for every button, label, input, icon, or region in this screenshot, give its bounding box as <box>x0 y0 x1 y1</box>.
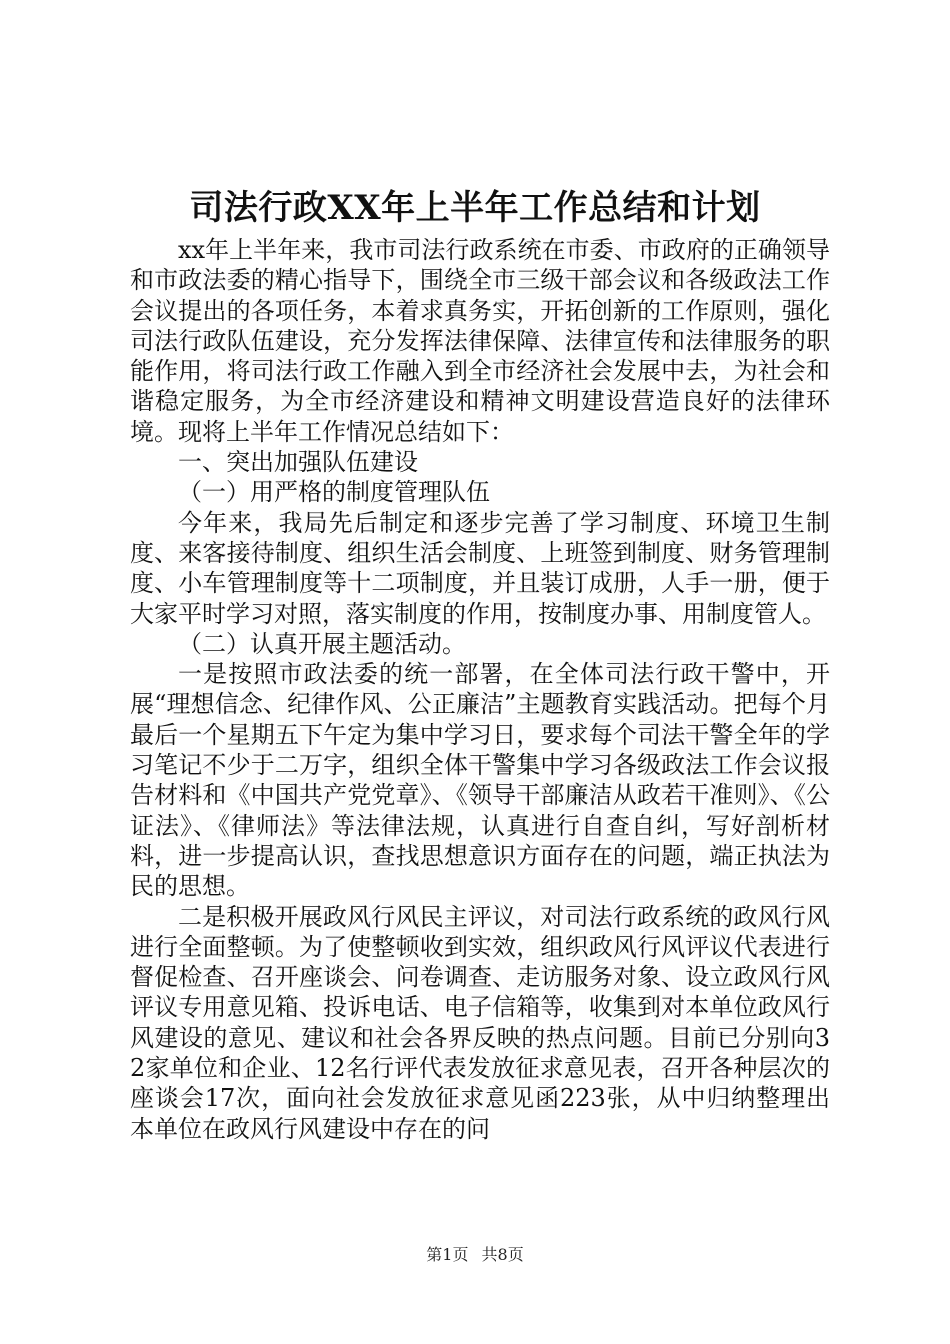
page-total: 共8页 <box>481 1245 524 1264</box>
document-body <box>130 235 830 1144</box>
subsection-heading-2: （二）认真开展主题活动。 <box>178 629 466 658</box>
paragraph-rules: 今年来，我局先后制定和逐步完善了学习制度、环境卫生制度、来客接待制度、组织生活会制度、上班签到制度、财务管理制度、小车管理制度等十二项制度，并且装订成册，人手一册，便于大家平时学习对照，落实制度的作用，按制度办事、用制度管人。 <box>130 508 830 628</box>
subsection-heading-1: （一）用严格的制度管理队伍 <box>178 478 490 507</box>
page-footer <box>0 1244 950 1266</box>
page-number: 第1页 <box>426 1245 469 1264</box>
document-title: 司法行政XX年上半年工作总结和计划 <box>189 188 761 228</box>
section-heading-1: 一、突出加强队伍建设 <box>178 448 418 477</box>
paragraph-intro: xx年上半年来，我市司法行政系统在市委、市政府的正确领导和市政法委的精心指导下，围绕全市三级干部会议和各级政法工作会议提出的各项任务，本着求真务实，开拓创新的工作原则，强化司法行政队伍建设，充分发挥法律保障、法律宣传和法律服务的职能作用，将司法行政工作融入到全市经济社会发展中去，为社会和谐稳定服务，为全市经济建设和精神文明建设营造良好的法律环境。现将上半年工作情况总结如下： <box>130 236 830 446</box>
paragraph-theme-activity: 一是按照市政法委的统一部署，在全体司法行政干警中，开展“理想信念、纪律作风、公正廉洁”主题教育实践活动。把每个月最后一个星期五下午定为集中学习日，要求每个司法干警全年的学习笔记不少于二万字，组织全体干警集中学习各级政法工作会议报告材料和《中国共产党党章》、《领导干部廉洁从政若干准则》、《公证法》、《律师法》等法律法规，认真进行自查自纠，写好剖析材料，进一步提高认识，查找思想意识方面存在的问题，端正执法为民的思想。 <box>130 660 830 901</box>
paragraph-evaluation: 二是积极开展政风行风民主评议，对司法行政系统的政风行风进行全面整顿。为了使整顿收到实效，组织政风行风评议代表进行督促检查、召开座谈会、问卷调查、走访服务对象、设立政风行风评议专用意见箱、投诉电话、电子信箱等，收集到对本单位政风行风建设的意见、建议和社会各界反映的热点问题。目前已分别向32家单位和企业、12名行评代表发放征求意见表，召开各种层次的座谈会17次，面向社会发放征求意见函223张，从中归纳整理出本单位在政风行风建设中存在的问 <box>130 902 830 1143</box>
